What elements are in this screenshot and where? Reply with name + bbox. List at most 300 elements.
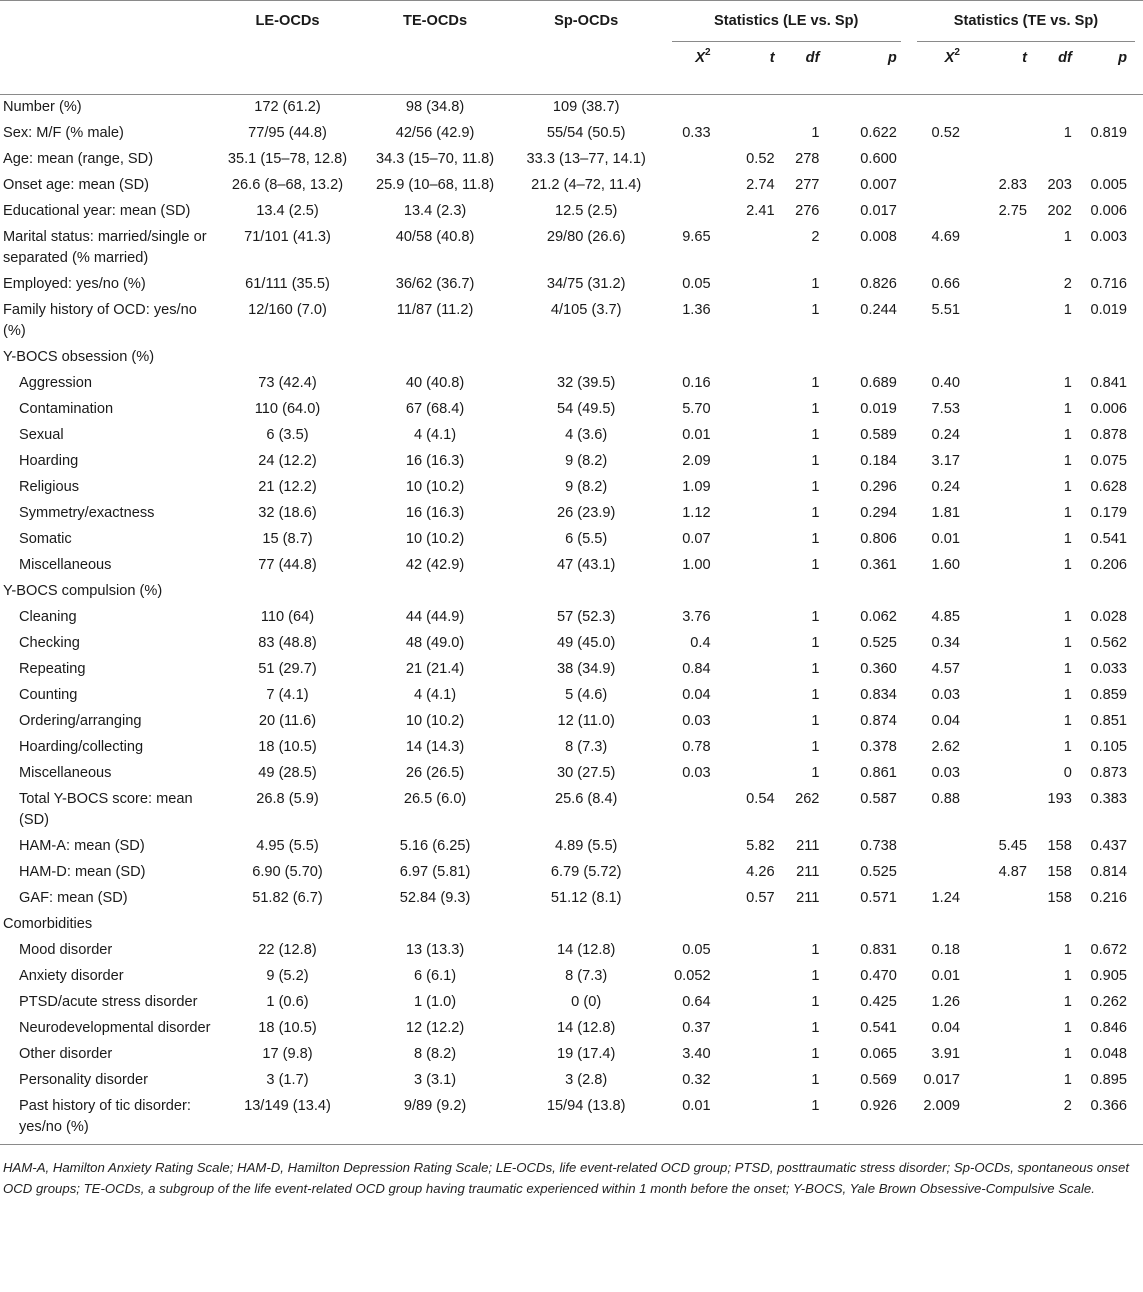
cell-le-ocds: 172 (61.2) xyxy=(254,98,321,115)
cell-df-te xyxy=(1033,912,1084,938)
cell-p-te: 0.206 xyxy=(1090,556,1127,573)
header-sp-ocds: Sp-OCDs xyxy=(509,1,664,95)
cell-t-le: 0.54 xyxy=(746,790,775,807)
cell-t-le xyxy=(725,912,781,938)
cell-chi-square-te: 0.01 xyxy=(931,967,960,984)
cell-chi-square-te xyxy=(909,147,974,173)
cell-p-te: 0.562 xyxy=(1090,634,1127,651)
cell-chi-square-le: 0.03 xyxy=(682,764,711,781)
cell-le-ocds: 51 (29.7) xyxy=(258,660,317,677)
table-row xyxy=(0,709,1143,735)
cell-p-te xyxy=(1084,147,1143,173)
header-te-ocds: TE-OCDs xyxy=(361,1,509,95)
cell-df-te: 2 xyxy=(1063,275,1072,292)
cell-le-ocds xyxy=(214,579,362,605)
cell-df-le xyxy=(781,912,832,938)
cell-df-te: 158 xyxy=(1047,863,1072,880)
cell-sp-ocds: 25.6 (8.4) xyxy=(554,790,618,807)
cell-chi-square-le xyxy=(664,834,725,860)
table-row xyxy=(0,298,1143,345)
cell-chi-square-te: 0.34 xyxy=(931,634,960,651)
cell-t-te xyxy=(974,345,1033,371)
cell-t-te xyxy=(974,761,1033,787)
cell-t-le xyxy=(725,501,781,527)
cell-p-te: 0.075 xyxy=(1090,452,1127,469)
cell-sp-ocds: 8 (7.3) xyxy=(565,738,608,755)
cell-le-ocds: 7 (4.1) xyxy=(266,686,309,703)
cell-chi-square-le: 0.05 xyxy=(682,941,711,958)
cell-t-le xyxy=(725,1016,781,1042)
cell-chi-square-le: 0.33 xyxy=(682,124,711,141)
cell-t-le xyxy=(725,371,781,397)
cell-p-le: 0.525 xyxy=(860,634,897,651)
table-row xyxy=(0,938,1143,964)
cell-chi-square-le: 2.09 xyxy=(682,452,711,469)
cell-chi-square-le: 9.65 xyxy=(682,228,711,245)
cell-t-le: 5.82 xyxy=(746,837,775,854)
cell-t-te xyxy=(974,1042,1033,1068)
table-row xyxy=(0,761,1143,787)
cell-le-ocds: 71/101 (41.3) xyxy=(244,228,331,245)
subheader-p-te: p xyxy=(1084,42,1143,94)
cell-chi-square-te: 0.88 xyxy=(931,790,960,807)
cell-t-te: 2.83 xyxy=(998,176,1027,193)
cell-df-te xyxy=(1033,345,1084,371)
cell-te-ocds: 5.16 (6.25) xyxy=(399,837,471,854)
cell-p-le: 0.541 xyxy=(860,1019,897,1036)
cell-p-le: 0.378 xyxy=(860,738,897,755)
cell-t-le xyxy=(725,553,781,579)
table-row xyxy=(0,199,1143,225)
cell-p-le: 0.571 xyxy=(860,889,897,906)
row-label: HAM-A: mean (SD) xyxy=(19,837,145,854)
cell-df-le: 1 xyxy=(811,660,820,677)
cell-df-te: 202 xyxy=(1047,202,1072,219)
cell-t-te: 4.87 xyxy=(998,863,1027,880)
cell-df-le: 211 xyxy=(796,889,820,906)
cell-chi-square-te: 4.69 xyxy=(931,228,960,245)
cell-df-te: 1 xyxy=(1063,124,1072,141)
cell-te-ocds: 42 (42.9) xyxy=(405,556,465,573)
cell-p-le xyxy=(831,345,908,371)
cell-t-te xyxy=(974,121,1033,147)
row-label: Y-BOCS compulsion (%) xyxy=(3,582,163,599)
cell-te-ocds: 6.97 (5.81) xyxy=(399,863,471,880)
cell-df-le: 1 xyxy=(811,1071,820,1088)
table-row xyxy=(0,1068,1143,1094)
table-row xyxy=(0,397,1143,423)
cell-t-le xyxy=(725,938,781,964)
cell-chi-square-te: 1.60 xyxy=(931,556,960,573)
cell-chi-square-te: 3.91 xyxy=(931,1045,960,1062)
cell-le-ocds: 35.1 (15–78, 12.8) xyxy=(227,150,348,167)
cell-te-ocds: 40 (40.8) xyxy=(405,374,465,391)
table-row xyxy=(0,787,1143,834)
cell-sp-ocds: 0 (0) xyxy=(571,993,602,1010)
cell-le-ocds: 77/95 (44.8) xyxy=(248,124,327,141)
cell-df-te: 1 xyxy=(1063,530,1072,547)
cell-df-le: 1 xyxy=(811,275,820,292)
cell-chi-square-le: 0.32 xyxy=(682,1071,711,1088)
cell-le-ocds: 21 (12.2) xyxy=(258,478,317,495)
row-label: Ordering/arranging xyxy=(19,712,142,729)
row-label: Repeating xyxy=(19,660,86,677)
table-row xyxy=(0,657,1143,683)
cell-te-ocds: 11/87 (11.2) xyxy=(396,301,474,318)
cell-t-le xyxy=(725,121,781,147)
table-row xyxy=(0,553,1143,579)
cell-df-le: 1 xyxy=(811,967,820,984)
cell-sp-ocds: 26 (23.9) xyxy=(556,504,616,521)
cell-p-le: 0.425 xyxy=(860,993,897,1010)
cell-t-le xyxy=(725,345,781,371)
cell-p-le: 0.831 xyxy=(860,941,897,958)
cell-chi-square-le: 1.09 xyxy=(682,478,711,495)
cell-t-te xyxy=(974,147,1033,173)
cell-p-te xyxy=(1084,579,1143,605)
row-label: GAF: mean (SD) xyxy=(19,889,128,906)
cell-sp-ocds: 38 (34.9) xyxy=(556,660,616,677)
cell-chi-square-te: 0.04 xyxy=(931,712,960,729)
row-label: Checking xyxy=(19,634,80,651)
cell-t-le: 2.74 xyxy=(746,176,775,193)
cell-p-te: 0.878 xyxy=(1090,426,1127,443)
cell-df-le: 1 xyxy=(811,941,820,958)
row-label: Hoarding/collecting xyxy=(19,738,144,755)
cell-sp-ocds: 5 (4.6) xyxy=(565,686,608,703)
cell-t-te xyxy=(974,475,1033,501)
cell-chi-square-te xyxy=(909,912,974,938)
cell-chi-square-te: 0.52 xyxy=(931,124,960,141)
cell-chi-square-te: 1.26 xyxy=(931,993,960,1010)
cell-sp-ocds: 6.79 (5.72) xyxy=(550,863,622,880)
cell-p-te: 0.262 xyxy=(1090,993,1127,1010)
cell-chi-square-te: 5.51 xyxy=(931,301,960,318)
table-row xyxy=(0,834,1143,860)
row-label: Miscellaneous xyxy=(19,556,112,573)
cell-t-le xyxy=(725,449,781,475)
cell-sp-ocds: 8 (7.3) xyxy=(565,967,608,984)
cell-chi-square-te: 0.24 xyxy=(931,478,960,495)
cell-t-le xyxy=(725,964,781,990)
cell-chi-square-le: 0.04 xyxy=(682,686,711,703)
cell-p-le: 0.019 xyxy=(860,400,897,417)
cell-p-le: 0.806 xyxy=(860,530,897,547)
cell-p-te: 0.006 xyxy=(1090,400,1127,417)
table-row xyxy=(0,683,1143,709)
cell-p-le: 0.296 xyxy=(860,478,897,495)
row-label: Cleaning xyxy=(19,608,77,625)
cell-te-ocds: 14 (14.3) xyxy=(405,738,465,755)
row-label: Past history of tic disorder: yes/no (%) xyxy=(0,1094,214,1145)
cell-df-te xyxy=(1033,147,1084,173)
cell-le-ocds: 1 (0.6) xyxy=(266,993,309,1010)
cell-df-le: 1 xyxy=(811,608,820,625)
cell-sp-ocds: 47 (43.1) xyxy=(556,556,616,573)
cell-chi-square-le: 0.16 xyxy=(682,374,711,391)
cell-te-ocds: 34.3 (15–70, 11.8) xyxy=(375,150,495,167)
cell-p-le: 0.587 xyxy=(860,790,897,807)
cell-p-te: 0.366 xyxy=(1084,1094,1143,1145)
cell-t-le xyxy=(725,683,781,709)
cell-le-ocds: 83 (48.8) xyxy=(258,634,317,651)
cell-df-le: 1 xyxy=(811,1019,820,1036)
table-row xyxy=(0,423,1143,449)
cell-t-te xyxy=(974,1016,1033,1042)
cell-sp-ocds: 3 (2.8) xyxy=(565,1071,608,1088)
cell-chi-square-le: 0.84 xyxy=(682,660,711,677)
cell-p-le: 0.065 xyxy=(860,1045,897,1062)
table-body xyxy=(0,94,1143,1144)
cell-le-ocds: 73 (42.4) xyxy=(258,374,317,391)
cell-df-te: 1 xyxy=(1063,452,1072,469)
cell-te-ocds: 25.9 (10–68, 11.8) xyxy=(375,176,495,193)
cell-chi-square-le: 0.78 xyxy=(682,738,711,755)
cell-p-te: 0.383 xyxy=(1090,790,1127,807)
cell-chi-square-te xyxy=(909,345,974,371)
cell-t-te xyxy=(974,605,1033,631)
table-row xyxy=(0,912,1143,938)
row-label: Somatic xyxy=(19,530,72,547)
cell-t-le: 0.52 xyxy=(746,150,775,167)
cell-te-ocds xyxy=(361,345,509,371)
cell-t-te xyxy=(974,579,1033,605)
cell-df-te: 1 xyxy=(1063,400,1072,417)
cell-sp-ocds: 9 (8.2) xyxy=(565,452,608,469)
subheader-t-te: t xyxy=(974,42,1033,94)
table-row xyxy=(0,886,1143,912)
cell-t-te xyxy=(974,683,1033,709)
cell-t-te xyxy=(974,501,1033,527)
cell-t-te xyxy=(974,553,1033,579)
cell-sp-ocds: 51.12 (8.1) xyxy=(550,889,622,906)
cell-t-te xyxy=(974,423,1033,449)
cell-t-te xyxy=(974,735,1033,761)
subheader-chi-square-te: $X^2$ xyxy=(909,42,974,94)
cell-te-ocds: 98 (34.8) xyxy=(405,98,465,115)
cell-te-ocds: 10 (10.2) xyxy=(405,530,465,547)
row-label: Miscellaneous xyxy=(19,764,112,781)
cell-df-te: 1 xyxy=(1063,660,1072,677)
cell-p-te: 0.541 xyxy=(1090,530,1127,547)
cell-t-le xyxy=(725,605,781,631)
row-label: Family history of OCD: yes/no (%) xyxy=(3,301,197,339)
cell-t-le xyxy=(725,225,781,272)
cell-te-ocds: 10 (10.2) xyxy=(405,478,465,495)
cell-p-le: 0.600 xyxy=(860,150,897,167)
cell-le-ocds: 24 (12.2) xyxy=(258,452,317,469)
cell-df-le: 1 xyxy=(811,124,820,141)
cell-te-ocds: 1 (1.0) xyxy=(413,993,457,1010)
cell-df-te: 1 xyxy=(1063,967,1072,984)
cell-chi-square-te: 0.01 xyxy=(931,530,960,547)
table-row xyxy=(0,94,1143,121)
cell-chi-square-le: 0.01 xyxy=(664,1094,725,1145)
cell-t-te xyxy=(974,631,1033,657)
cell-p-le: 0.360 xyxy=(860,660,897,677)
table-row xyxy=(0,860,1143,886)
subheader-df-le: df xyxy=(781,42,832,94)
cell-p-te: 0.028 xyxy=(1090,608,1127,625)
row-label: Number (%) xyxy=(3,98,82,115)
cell-df-le: 278 xyxy=(795,150,820,167)
cell-t-te xyxy=(974,886,1033,912)
row-label: Educational year: mean (SD) xyxy=(3,202,191,219)
cell-te-ocds: 52.84 (9.3) xyxy=(399,889,471,906)
cell-df-le: 1 xyxy=(811,686,820,703)
cell-sp-ocds: 15/94 (13.8) xyxy=(509,1094,664,1145)
cell-df-le: 262 xyxy=(795,790,820,807)
cell-p-te xyxy=(1084,94,1143,121)
cell-p-le: 0.017 xyxy=(860,202,897,219)
cell-p-le: 0.008 xyxy=(860,228,897,245)
cell-df-le: 1 xyxy=(811,1045,820,1062)
cell-chi-square-le xyxy=(664,787,725,834)
cell-df-te: 158 xyxy=(1047,889,1072,906)
row-label: Personality disorder xyxy=(19,1071,148,1088)
cell-df-le xyxy=(781,345,832,371)
cell-chi-square-le: 0.07 xyxy=(682,530,711,547)
cell-chi-square-te: 0.04 xyxy=(931,1019,960,1036)
cell-te-ocds: 42/56 (42.9) xyxy=(395,124,475,141)
cell-sp-ocds xyxy=(509,579,664,605)
cell-df-te: 1 xyxy=(1063,374,1072,391)
cell-p-le: 0.874 xyxy=(860,712,897,729)
row-label: Other disorder xyxy=(19,1045,113,1062)
cell-le-ocds: 22 (12.8) xyxy=(258,941,317,958)
cell-chi-square-le xyxy=(664,173,725,199)
cell-sp-ocds xyxy=(509,912,664,938)
cell-p-te: 0.003 xyxy=(1090,228,1127,245)
cell-sp-ocds: 54 (49.5) xyxy=(556,400,616,417)
cell-sp-ocds: 4 (3.6) xyxy=(565,426,608,443)
cell-chi-square-te xyxy=(909,579,974,605)
cell-te-ocds: 48 (49.0) xyxy=(405,634,465,651)
table-row xyxy=(0,579,1143,605)
cell-p-te: 0.905 xyxy=(1090,967,1127,984)
table-row xyxy=(0,990,1143,1016)
cell-le-ocds: 110 (64) xyxy=(260,608,315,625)
cell-t-te xyxy=(974,298,1033,345)
cell-p-te: 0.628 xyxy=(1090,478,1127,495)
cell-te-ocds: 9/89 (9.2) xyxy=(361,1094,509,1145)
row-label: PTSD/acute stress disorder xyxy=(19,993,198,1010)
cell-te-ocds: 21 (21.4) xyxy=(405,660,465,677)
subheader-p-le: p xyxy=(831,42,908,94)
table-footnote: HAM-A, Hamilton Anxiety Rating Scale; HAM-D, Hamilton Depression Rating Scale; LE-OCDs, life event-related OCD group; PTSD, posttraumatic stress disorder; Sp-OCDs, spontaneous onset OCD groups; TE-OCDs, a subgroup of the life event-related OCD group having traumatic experienced within 1 month before the onset; Y-BOCS, Yale Brown Obsessive-Compulsive Scale. xyxy=(3,1159,1130,1196)
cell-chi-square-te xyxy=(909,834,974,860)
cell-te-ocds: 12 (12.2) xyxy=(405,1019,465,1036)
header-le-ocds: LE-OCDs xyxy=(214,1,362,95)
cell-te-ocds: 26 (26.5) xyxy=(405,764,465,781)
cell-df-le: 1 xyxy=(811,634,820,651)
cell-sp-ocds: 9 (8.2) xyxy=(565,478,608,495)
subheader-t-le: t xyxy=(725,42,781,94)
cell-t-le xyxy=(725,527,781,553)
cell-p-le: 0.244 xyxy=(860,301,897,318)
cell-p-te: 0.846 xyxy=(1090,1019,1127,1036)
cell-df-le: 1 xyxy=(781,1094,832,1145)
cell-chi-square-te: 4.57 xyxy=(931,660,960,677)
cell-p-te: 0.841 xyxy=(1090,374,1127,391)
cell-df-le: 1 xyxy=(811,738,820,755)
cell-sp-ocds: 14 (12.8) xyxy=(556,941,616,958)
cell-le-ocds: 13/149 (13.4) xyxy=(214,1094,362,1145)
cell-t-te xyxy=(974,990,1033,1016)
cell-te-ocds: 13.4 (2.3) xyxy=(403,202,467,219)
cell-df-le: 211 xyxy=(796,863,820,880)
cell-p-le: 0.569 xyxy=(860,1071,897,1088)
cell-df-te: 158 xyxy=(1047,837,1072,854)
table-row xyxy=(0,735,1143,761)
row-label: Employed: yes/no (%) xyxy=(3,275,146,292)
cell-le-ocds: 20 (11.6) xyxy=(258,712,317,729)
cell-df-le: 1 xyxy=(811,478,820,495)
row-label: Marital status: married/single or separated (% married) xyxy=(3,228,207,266)
cell-df-le: 1 xyxy=(811,426,820,443)
cell-t-le xyxy=(725,475,781,501)
cell-t-te xyxy=(974,397,1033,423)
cell-p-te: 0.019 xyxy=(1090,301,1127,318)
cell-te-ocds: 16 (16.3) xyxy=(405,504,465,521)
row-label: Age: mean (range, SD) xyxy=(3,150,154,167)
table-row xyxy=(0,475,1143,501)
cell-chi-square-te: 1.24 xyxy=(931,889,960,906)
cell-chi-square-te: 0.017 xyxy=(923,1071,960,1088)
cell-chi-square-le: 0.37 xyxy=(682,1019,711,1036)
row-label: Religious xyxy=(19,478,80,495)
cell-chi-square-te: 0.66 xyxy=(931,275,960,292)
cell-le-ocds: 9 (5.2) xyxy=(266,967,309,984)
cell-df-te: 193 xyxy=(1047,790,1072,807)
cell-te-ocds: 4 (4.1) xyxy=(413,686,457,703)
cell-chi-square-te: 7.53 xyxy=(931,400,960,417)
cell-t-te xyxy=(974,787,1033,834)
cell-sp-ocds: 4.89 (5.5) xyxy=(554,837,618,854)
cell-df-te: 1 xyxy=(1063,556,1072,573)
cell-df-te: 1 xyxy=(1063,686,1072,703)
cell-chi-square-le: 0.64 xyxy=(682,993,711,1010)
cell-chi-square-te xyxy=(909,173,974,199)
cell-t-te xyxy=(974,657,1033,683)
row-label: Total Y-BOCS score: mean (SD) xyxy=(19,790,193,828)
cell-p-le: 0.361 xyxy=(860,556,897,573)
cell-df-te: 203 xyxy=(1047,176,1072,193)
cell-chi-square-le xyxy=(664,199,725,225)
cell-le-ocds: 6.90 (5.70) xyxy=(252,863,323,880)
cell-p-te: 0.033 xyxy=(1090,660,1127,677)
cell-t-te xyxy=(974,272,1033,298)
cell-df-le xyxy=(781,579,832,605)
cell-chi-square-te: 2.62 xyxy=(931,738,960,755)
cell-le-ocds: 51.82 (6.7) xyxy=(252,889,323,906)
cell-sp-ocds: 4/105 (3.7) xyxy=(550,301,622,318)
header-stats-te-vs-sp: Statistics (TE vs. Sp) xyxy=(909,1,1143,43)
row-label: Sexual xyxy=(19,426,64,443)
cell-le-ocds: 4.95 (5.5) xyxy=(256,837,319,854)
cell-p-le: 0.007 xyxy=(860,176,897,193)
cell-te-ocds: 13 (13.3) xyxy=(405,941,465,958)
row-label: HAM-D: mean (SD) xyxy=(19,863,146,880)
cell-p-le: 0.294 xyxy=(860,504,897,521)
cell-df-te: 1 xyxy=(1063,504,1072,521)
cell-le-ocds: 12/160 (7.0) xyxy=(248,301,327,318)
table-row xyxy=(0,147,1143,173)
table-row xyxy=(0,605,1143,631)
cell-chi-square-le: 0.05 xyxy=(682,275,711,292)
table-row xyxy=(0,1016,1143,1042)
cell-t-te xyxy=(974,1094,1033,1145)
